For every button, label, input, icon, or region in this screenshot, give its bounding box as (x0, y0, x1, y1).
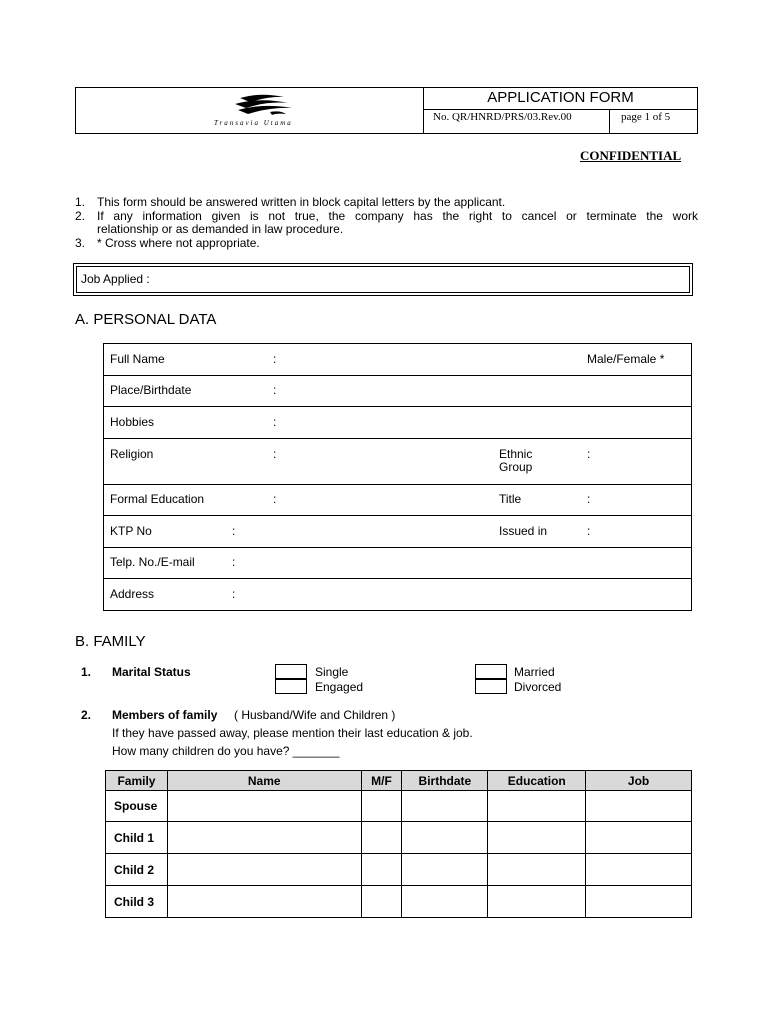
cell-input[interactable] (488, 886, 586, 918)
gender-label[interactable]: Male/Female * (587, 352, 665, 366)
family-table-header (106, 771, 692, 791)
cell-input[interactable] (402, 822, 488, 854)
title-label: Title (499, 492, 522, 506)
religion-colon: : (273, 447, 277, 461)
cell-input[interactable] (402, 791, 488, 822)
issued-in-colon: : (587, 524, 591, 538)
section-a-title: A. PERSONAL DATA (75, 311, 217, 328)
confidential-label: CONFIDENTIAL (580, 148, 682, 163)
row-label-child-3: Child 3 (106, 886, 168, 918)
instruction-3-text: * Cross where not appropriate. (97, 236, 260, 250)
instruction-1-text: This form should be answered written in block capital letters by the applicant. (97, 195, 506, 209)
page-indicator: page 1 of 5 (621, 111, 671, 123)
ktp-colon: : (232, 524, 236, 538)
row-divider (103, 484, 692, 485)
row-divider (103, 515, 692, 516)
row-divider (103, 438, 692, 439)
table-row (106, 886, 692, 918)
full-name-colon: : (273, 352, 277, 366)
cell-input[interactable] (402, 886, 488, 918)
formal-education-label: Formal Education (110, 492, 205, 506)
ethnic-colon: : (587, 447, 591, 461)
marital-status-label: Marital Status (112, 665, 191, 679)
ktp-label: KTP No (110, 524, 152, 538)
family-table (105, 770, 692, 918)
instruction-3-num: 3. (75, 236, 86, 250)
members-item-num: 2. (81, 708, 92, 722)
cell-input[interactable] (361, 791, 402, 822)
header-name: Name (167, 771, 361, 791)
page-divider (609, 109, 610, 134)
cell-input[interactable] (586, 822, 692, 854)
row-label-spouse: Spouse (106, 791, 168, 822)
members-note: ( Husband/Wife and Children ) (234, 708, 396, 722)
married-label: Married (514, 665, 555, 679)
cell-input[interactable] (586, 886, 692, 918)
married-checkbox[interactable] (475, 664, 507, 679)
table-row (106, 854, 692, 886)
engaged-checkbox[interactable] (275, 679, 307, 694)
cell-input[interactable] (361, 822, 402, 854)
cell-input[interactable] (361, 886, 402, 918)
cell-input[interactable] (361, 854, 402, 886)
header-job: Job (586, 771, 692, 791)
table-row (106, 791, 692, 822)
header-mid-line (423, 109, 698, 110)
job-applied-field[interactable] (76, 266, 690, 293)
row-divider (103, 547, 692, 548)
job-applied-label: Job Applied : (81, 272, 150, 286)
full-name-label: Full Name (110, 352, 165, 366)
place-birthdate-label: Place/Birthdate (110, 383, 192, 397)
group-label: Group (499, 460, 533, 474)
form-title: APPLICATION FORM (487, 89, 634, 106)
header-mf: M/F (361, 771, 402, 791)
cell-input[interactable] (488, 822, 586, 854)
religion-label: Religion (110, 447, 154, 461)
row-divider (103, 578, 692, 579)
instruction-2-num: 2. (75, 209, 86, 223)
engaged-label: Engaged (315, 680, 364, 694)
cell-input[interactable] (586, 854, 692, 886)
address-colon: : (232, 587, 236, 601)
formal-education-colon: : (273, 492, 277, 506)
single-label: Single (315, 665, 349, 679)
row-label-child-2: Child 2 (106, 854, 168, 886)
issued-in-label: Issued in (499, 524, 548, 538)
marital-item-num: 1. (81, 665, 92, 679)
place-birthdate-colon: : (273, 383, 277, 397)
hobbies-label: Hobbies (110, 415, 155, 429)
cell-input[interactable] (488, 791, 586, 822)
title-colon: : (587, 492, 591, 506)
header-family: Family (106, 771, 168, 791)
divorced-checkbox[interactable] (475, 679, 507, 694)
cell-input[interactable] (167, 886, 361, 918)
logo-text: Transavia Utama (214, 119, 293, 127)
cell-input[interactable] (488, 854, 586, 886)
cell-input[interactable] (167, 822, 361, 854)
instruction-2-text: If any information given is not true, the company has the right to cancel or terminate the work (97, 209, 698, 223)
passed-away-note: If they have passed away, please mention their last education & job. (112, 726, 473, 740)
single-checkbox[interactable] (275, 664, 307, 679)
children-count-question[interactable]: How many children do you have? _______ (112, 744, 340, 758)
header-education: Education (488, 771, 586, 791)
ethnic-label: Ethnic (499, 447, 533, 461)
section-b-title: B. FAMILY (75, 633, 146, 650)
doc-number: No. QR/HNRD/PRS/03.Rev.00 (433, 111, 572, 123)
row-divider (103, 375, 692, 376)
telp-label: Telp. No./E-mail (110, 555, 195, 569)
members-label: Members of family (112, 708, 218, 722)
address-label: Address (110, 587, 155, 601)
instruction-2-text-cont: relationship or as demanded in law procedure. (97, 222, 344, 236)
hobbies-colon: : (273, 415, 277, 429)
header-birthdate: Birthdate (402, 771, 488, 791)
cell-input[interactable] (167, 854, 361, 886)
cell-input[interactable] (402, 854, 488, 886)
cell-input[interactable] (167, 791, 361, 822)
cell-input[interactable] (586, 791, 692, 822)
telp-colon: : (232, 555, 236, 569)
instruction-1-num: 1. (75, 195, 86, 209)
divorced-label: Divorced (514, 680, 562, 694)
table-row (106, 822, 692, 854)
row-label-child-1: Child 1 (106, 822, 168, 854)
row-divider (103, 406, 692, 407)
